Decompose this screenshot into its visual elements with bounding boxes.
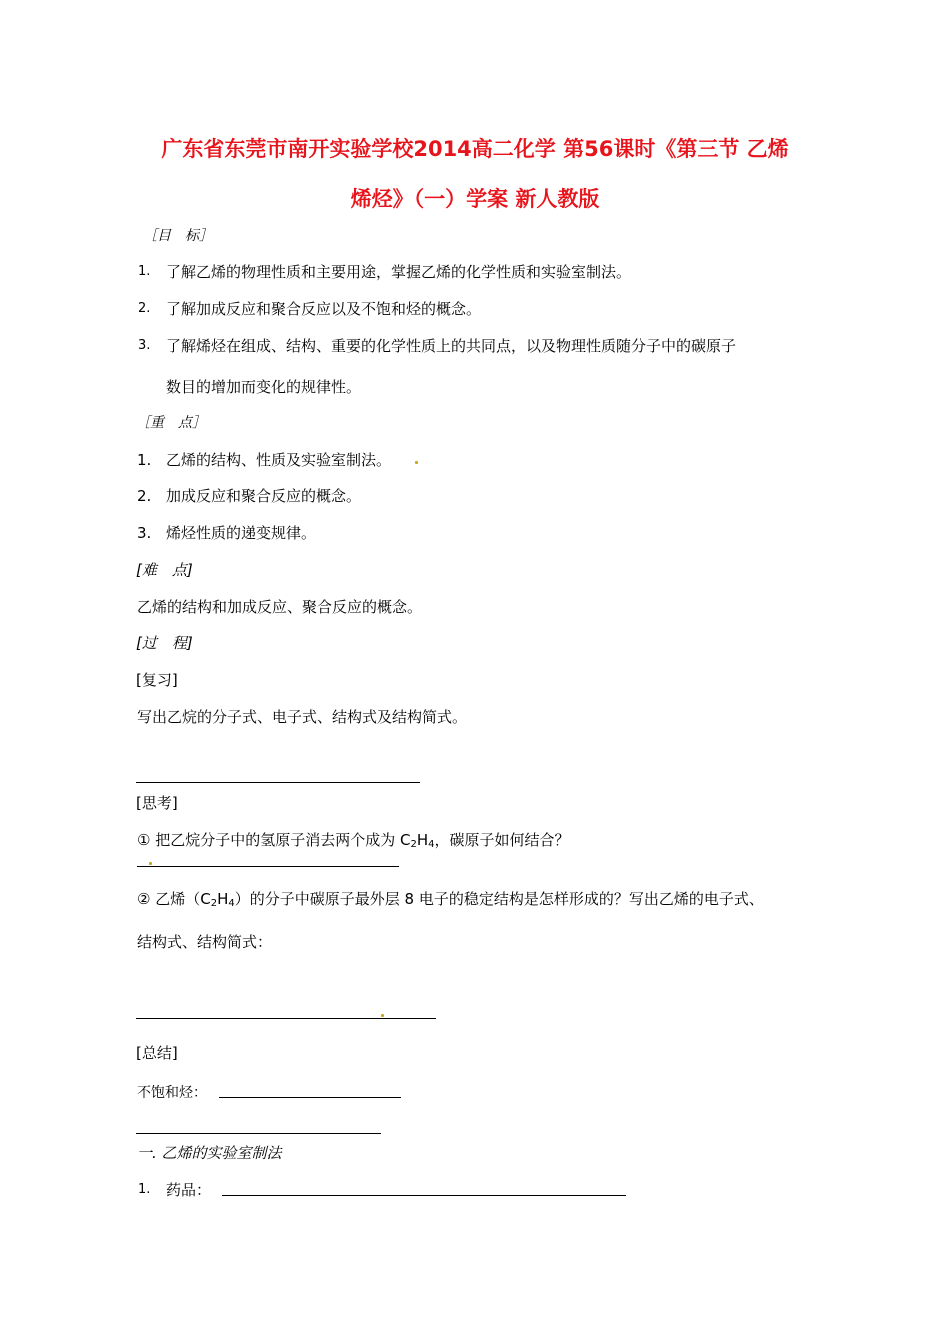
review-heading: [复习] bbox=[136, 671, 178, 689]
question-1-subscript-b: 4 bbox=[428, 839, 435, 850]
answer-line-review bbox=[136, 782, 420, 783]
stray-mark bbox=[415, 461, 418, 464]
goal-1-number: 1. bbox=[138, 264, 151, 279]
answer-line-reagents bbox=[222, 1195, 626, 1196]
item-1-number: 1. bbox=[138, 1182, 151, 1197]
difficulty-heading: [难 点] bbox=[136, 561, 193, 579]
document-title-line2: 烯烃》（一）学案 新人教版 bbox=[350, 187, 600, 211]
answer-line-unsaturated bbox=[219, 1097, 401, 1098]
stray-mark bbox=[149, 862, 152, 865]
question-2-subscript-b: 4 bbox=[228, 898, 235, 909]
think-heading: [思考] bbox=[136, 794, 178, 812]
question-1-text-c: ，碳原子如何结合？ bbox=[434, 831, 570, 849]
review-text: 写出乙烷的分子式、电子式、结构式及结构简式。 bbox=[137, 708, 468, 726]
key-point-1-text: 乙烯的结构、性质及实验室制法。 bbox=[166, 451, 392, 469]
difficulty-text: 乙烯的结构和加成反应、聚合反应的概念。 bbox=[137, 598, 423, 616]
key-point-3-number: 3. bbox=[137, 524, 152, 542]
section-1-title: 一. 乙烯的实验室制法 bbox=[137, 1144, 282, 1162]
question-1-text-a: ① 把乙烷分子中的氢原子消去两个成为 C bbox=[137, 831, 411, 849]
process-heading: [过 程] bbox=[136, 634, 193, 652]
key-points-heading: ［重 点］ bbox=[136, 415, 206, 431]
goal-2-number: 2. bbox=[138, 301, 151, 316]
item-1-label: 药品： bbox=[166, 1181, 212, 1199]
key-point-2-number: 2. bbox=[137, 487, 152, 505]
answer-line-q2 bbox=[136, 1018, 436, 1019]
answer-line-summary bbox=[136, 1133, 381, 1134]
goal-3-number: 3. bbox=[138, 338, 151, 353]
question-1 bbox=[137, 830, 570, 850]
unsaturated-label: 不饱和烃： bbox=[137, 1085, 207, 1101]
document-title-line1: 广东省东莞市南开实验学校2014高二化学 第56课时《第三节 乙烯 bbox=[161, 137, 789, 161]
question-2 bbox=[137, 889, 764, 909]
answer-line-q1 bbox=[137, 866, 399, 867]
stray-mark bbox=[381, 1014, 384, 1017]
key-point-3-text: 烯烃性质的递变规律。 bbox=[166, 524, 317, 542]
goal-3-text: 了解烯烃在组成、结构、重要的化学性质上的共同点，以及物理性质随分子中的碳原子 bbox=[166, 337, 737, 355]
summary-heading: [总结] bbox=[136, 1044, 178, 1062]
question-2-text-b: H bbox=[217, 890, 229, 908]
key-point-1-number: 1. bbox=[137, 451, 152, 469]
question-2-subscript-a: 2 bbox=[210, 898, 218, 909]
question-1-subscript-a: 2 bbox=[410, 839, 417, 850]
question-1-text-b: H bbox=[416, 831, 429, 849]
question-2-continuation: 结构式、结构简式： bbox=[137, 933, 273, 951]
goal-3-continuation: 数目的增加而变化的规律性。 bbox=[166, 378, 362, 396]
goal-2-text: 了解加成反应和聚合反应以及不饱和烃的概念。 bbox=[166, 300, 482, 318]
goals-heading: ［目 标］ bbox=[143, 228, 213, 244]
question-2-text-c: ）的分子中碳原子最外层 8 电子的稳定结构是怎样形成的？写出乙烯的电子式、 bbox=[234, 890, 764, 908]
goal-1-text: 了解乙烯的物理性质和主要用途，掌握乙烯的化学性质和实验室制法。 bbox=[166, 263, 632, 281]
key-point-2-text: 加成反应和聚合反应的概念。 bbox=[166, 487, 362, 505]
question-2-text-a: ② 乙烯（C bbox=[137, 890, 211, 908]
